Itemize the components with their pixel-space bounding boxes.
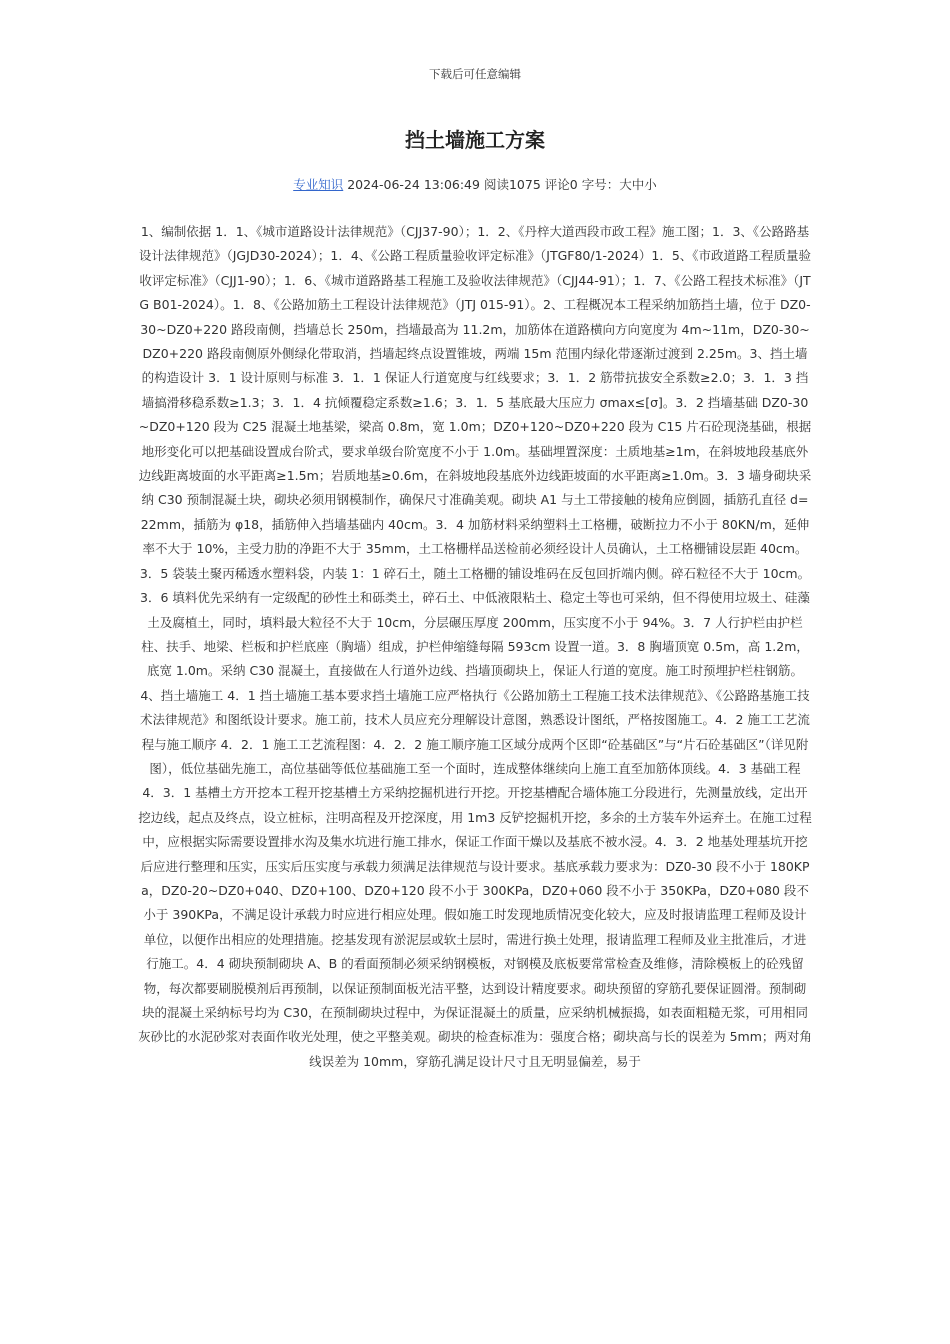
article-body: 1、编制依据 1．1、《城市道路设计法律规范》（CJJ37-90）；1．2、《丹梓大道西段市政工程》施工图；1．3、《公路路基设计法律规范》（JGJD30-2024）；1．4、《公路工程质量验收评定标准》（JTGF80/1-2024）1．5、《市政道路工程质量验收评定标准》（CJJ1-90）；1．6、《城市道路路基工程施工及验收法律规范》（CJJ44-91）；1．7、《公路工程技术标准》（JTG B01-2024）。1．8、《公路加筋土工程设计法律规范》（JTJ 015-91）。2、工程概况本工程采纳加筋挡土墙，位于 DZ0-30~DZ0+220 路段南侧，挡墙总长 250m，挡墙最高为 11.2m，加筋体在道路横向方向宽度为 4m~11m，DZ0-30~DZ0+220 路段南侧原外侧绿化带取消，挡墙起终点设置锥坡，两端 15m 范围内绿化带逐渐过渡到 2.25m。3、挡土墙的构造设计 3．1 设计原则与标准 3．1．1 保证人行道宽度与红线要求；3．1．2 筋带抗拔安全系数≥2.0；3．1．3 挡墙搞滑移稳系数≥1.3；3．1．4 抗倾覆稳定系数≥1.6；3．1．5 基底最大压应力 σmax≤[σ]。3．2 挡墙基础 DZ0-30~DZ0+120 段为 C25 混凝土地基梁，梁高 0.8m，宽 1.0m；DZ0+120~DZ0+220 段为 C15 片石砼现浇基础，根据地形变化可以把基础设置成台阶式，要求单级台阶宽度不小于 1.0m。基础埋置深度：土质地基≥1m，在斜坡地段基底外边线距离坡面的水平距离≥1.5m；岩质地基≥0.6m，在斜坡地段基底外边线距坡面的水平距离≥1.0m。3．3 墙身砌块采纳 C30 预制混凝土块，砌块必须用钢模制作，确保尺寸准确美观。砌块 A1 与土工带接触的棱角应倒圆，插筋孔直径 d=22mm，插筋为 φ18，插筋伸入挡墙基础内 40cm。3．4 加筋材料采纳塑料土工格栅，破断拉力不小于 80KN/m，延伸率不大于 10%，主受力肋的净距不大于 35mm，土工格栅样品送检前必须经设计人员确认，土工格栅铺设层距 40cm。3．5 袋装土聚丙稀透水塑料袋，内装 1：1 碎石土，随土工格栅的铺设堆码在反包回折端内侧。碎石粒径不大于 10cm。3．6 填料优先采纳有一定级配的砂性土和砾类土，碎石土、中低液限粘土、稳定土等也可采纳，但不得使用垃圾土、硅藻土及腐植土，同时，填料最大粒径不大于 10cm，分层碾压厚度 200mm，压实度不小于 94%。3．7 人行护栏由护栏柱、扶手、地梁、栏板和护栏底座（胸墙）组成，护栏伸缩缝每隔 593cm 设置一道。3．8 胸墙顶宽 0.5m，高 1.2m，底宽 1.0m。采纳 C30 混凝土，直接做在人行道外边线、挡墙顶砌块上，保证人行道的宽度。施工时预埋护栏柱钢筋。4、挡土墙施工 4．1 挡土墙施工基本要求挡土墙施工应严格执行《公路加筋土工程施工技术法律规范》、《公路路基施工技术法律规范》和图纸设计要求。施工前，技术人员应充分理解设计意图，熟悉设计图纸，严格按图施工。4．2 施工工艺流程与施工顺序 4．2．1 施工工艺流程图：4．2．2 施工顺序施工区域分成两个区即“砼基础区”与“片石砼基础区”（详见附图），低位基础先施工，高位基础等低位基础施工至一个面时，连成整体继续向上施工直至加筋体顶线。4．3 基础工程 4．3．1 基槽土方开挖本工程开挖基槽土方采纳挖掘机进行开挖。开挖基槽配合墙体施工分段进行，先测量放线，定出开挖边线，起点及终点，设立桩标，注明高程及开挖深度，用 1m3 反铲挖掘机开挖，多余的土方装车外运弃土。在施工过程中，应根据实际需要设置排水沟及集水坑进行施工排水，保证工作面干燥以及基底不被水浸。4．3．2 地基处理基坑开挖后应进行整理和压实，压实后压实度与承载力须满足法律规范与设计要求。基底承载力要求为：DZ0-30 段不小于 180KPa，DZ0-20~DZ0+040、DZ0+100、DZ0+120 段不小于 300KPa，DZ0+060 段不小于 350KPa，DZ0+080 段不小于 390KPa，不满足设计承载力时应进行相应处理。假如施工时发现地质情况变化较大，应及时报请监理工程师及设计单位，以便作出相应的处理措施。挖基发现有淤泥层或软土层时，需进行换土处理，报请监理工程师及业主批准后，才进行施工。4．4 砌块预制砌块 A、B 的看面预制必须采纳钢模板，对钢模及底板要常常检查及维修，清除模板上的砼残留物，每次都要刷脱模剂后再预制，以保证预制面板光洁平整，达到设计精度要求。砌块预留的穿筋孔要保证圆滑。预制砌块的混凝土采纳标号均为 C30，在预制砌块过程中，为保证混凝土的质量，应采纳机械振捣，如表面粗糙无浆，可用相同灰砂比的水泥砂浆对表面作收光处理，使之平整美观。砌块的检查标准为：强度合格；砌块高与长的误差为 5mm；两对角线误差为 10mm，穿筋孔满足设计尺寸且无明显偏差，易于: [138, 224, 812, 1069]
reads-count: 1075: [508, 177, 541, 192]
category-link[interactable]: 专业知识: [293, 177, 344, 192]
header-note: 下载后可任意编辑: [429, 67, 521, 81]
font-size-large[interactable]: 大: [619, 177, 632, 192]
font-size-small[interactable]: 小: [644, 177, 657, 192]
page-title: 挡土墙施工方案: [405, 128, 545, 152]
font-size-medium[interactable]: 中: [631, 177, 645, 192]
comments-count: 0: [569, 177, 578, 192]
comments-label: 评论: [544, 177, 570, 192]
publish-datetime: 2024-06-24 13:06:49: [347, 177, 480, 192]
font-size-label: 字号：: [581, 177, 620, 192]
article-meta: [0, 175, 950, 193]
reads-label: 阅读: [483, 177, 509, 192]
